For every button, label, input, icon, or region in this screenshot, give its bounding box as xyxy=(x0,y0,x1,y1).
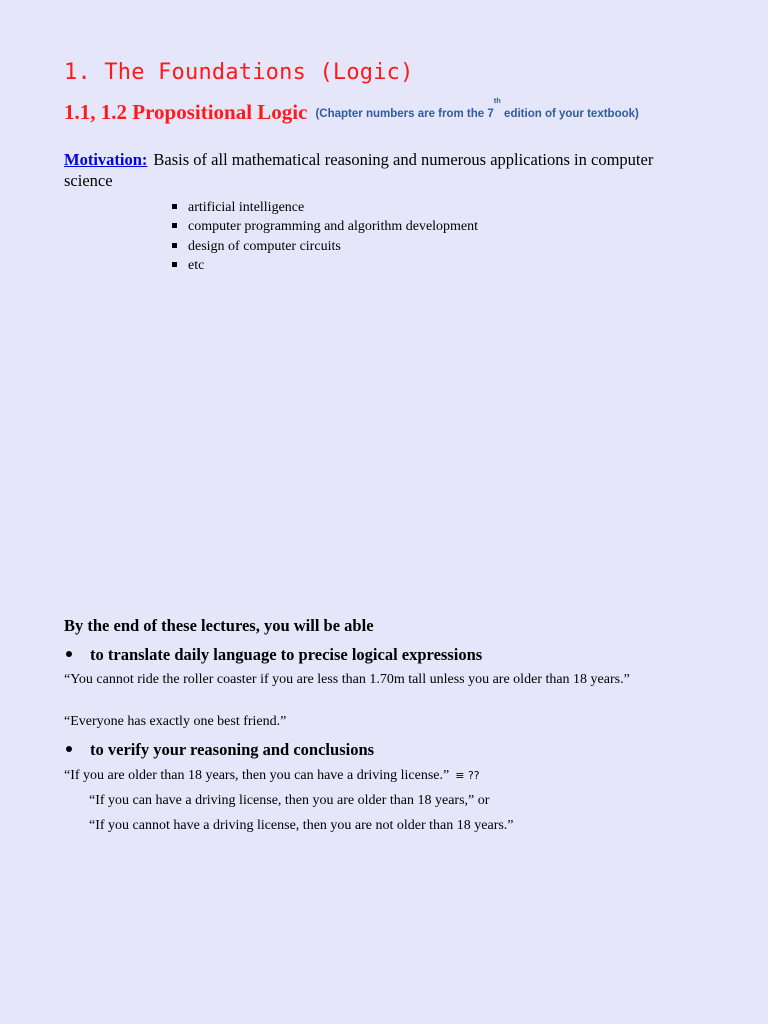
round-bullet-icon xyxy=(66,746,72,752)
square-bullet-icon xyxy=(172,243,177,248)
candidate-converse: “If you can have a driving license, then you are older than 18 years,” or xyxy=(89,793,490,808)
example-quote-roller-coaster: “You cannot ride the roller coaster if you are less than 1.70m tall unless you are older than 18 years.” xyxy=(64,672,630,687)
list-item-text: etc xyxy=(188,257,205,273)
edition-note-superscript: th xyxy=(493,96,501,105)
list-item-text: artificial intelligence xyxy=(188,200,305,215)
motivation-label: Motivation: xyxy=(64,150,148,169)
edition-note xyxy=(315,96,639,120)
section-heading xyxy=(64,96,639,125)
driving-statement: “If you are older than 18 years, then you can have a driving license.” xyxy=(64,768,450,783)
square-bullet-icon xyxy=(172,223,177,228)
list-item xyxy=(172,237,478,256)
list-item-text: design of computer circuits xyxy=(188,238,341,254)
list-item xyxy=(172,256,478,275)
square-bullet-icon xyxy=(172,262,177,267)
motivation-paragraph xyxy=(64,149,684,191)
square-bullet-icon xyxy=(172,204,177,209)
objectives-intro: By the end of these lectures, you will be able xyxy=(64,616,374,635)
goal-translate-text: to translate daily language to precise logical expressions xyxy=(90,645,483,664)
list-item xyxy=(172,217,478,236)
goal-verify xyxy=(64,740,374,760)
applications-list xyxy=(172,198,478,275)
goal-translate xyxy=(64,645,482,665)
example-quote-best-friend: “Everyone has exactly one best friend.” xyxy=(64,714,287,729)
example-quote-driving xyxy=(64,767,480,785)
goal-verify-text: to verify your reasoning and conclusions xyxy=(90,740,375,759)
motivation-text: Basis of all mathematical reasoning and numerous applications in computer science xyxy=(64,150,654,190)
edition-note-text-end: edition of your textbook) xyxy=(500,108,639,120)
section-title: 1.1, 1.2 Propositional Logic xyxy=(64,100,308,124)
equivalence-question: ≡ ?? xyxy=(455,769,480,782)
round-bullet-icon xyxy=(66,651,72,657)
edition-note-text: (Chapter numbers are from the 7 xyxy=(315,108,494,120)
list-item xyxy=(172,198,478,217)
chapter-title: 1. The Foundations (Logic) xyxy=(64,60,414,85)
list-item-text: computer programming and algorithm development xyxy=(188,219,479,235)
candidate-inverse: “If you cannot have a driving license, then you are not older than 18 years.” xyxy=(89,818,514,833)
